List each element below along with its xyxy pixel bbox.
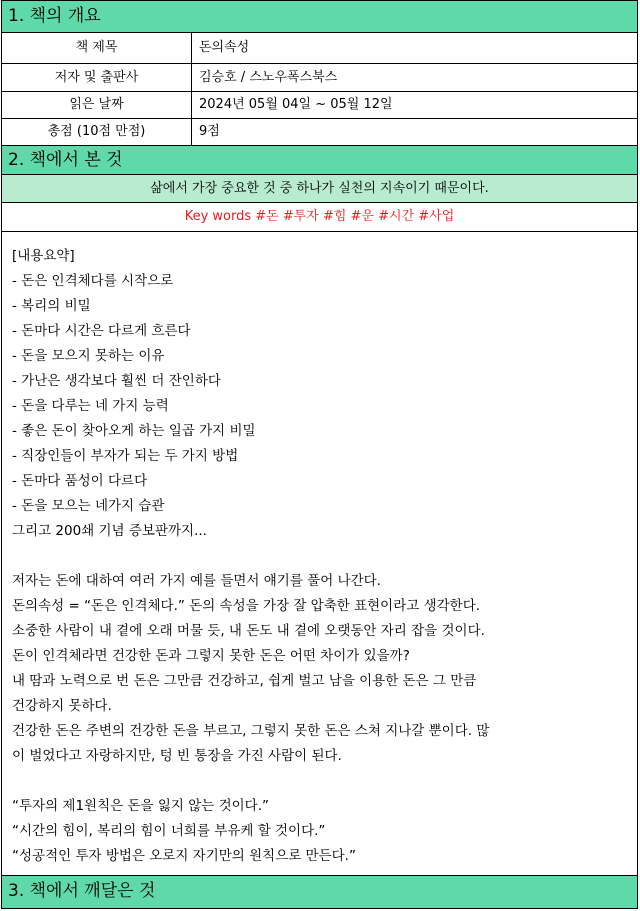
content-line: “투자의 제1원칙은 돈을 잃지 않는 것이다.” [12,798,269,814]
content-line: - 좋은 돈이 찾아오게 하는 일곱 가지 비밀 [12,423,256,439]
info-row-title [2,33,637,64]
content-line: 돈이 인격체라면 건강한 돈과 그렇지 못한 돈은 어떤 차이가 있을까? [12,648,410,664]
section-1-header: 1. 책의 개요 [2,1,637,33]
info-label: 저자 및 출판사 [2,64,192,91]
highlight-quote: 삶에서 가장 중요한 것 중 하나가 실천의 지속이기 때문이다. [2,175,637,203]
section-2-header: 2. 책에서 본 것 [2,146,637,175]
content-line: - 돈을 다루는 네 가지 능력 [12,398,169,414]
content-line: - 돈마다 품성이 다르다 [12,473,148,489]
content-line: - 돈은 인격체다를 시작으로 [12,273,174,289]
content-line: 저자는 돈에 대하여 여러 가지 예를 들면서 얘기를 풀어 나간다. [12,573,381,589]
book-report-page [1,0,638,909]
content-line: 건강한 돈은 주변의 건강한 돈을 부르고, 그렇지 못한 돈은 스쳐 지나갈 뿐이다. 많 [12,723,490,739]
content-line: “성공적인 투자 방법은 오로지 자기만의 원칙으로 만든다.” [12,848,356,864]
info-label: 책 제목 [2,33,192,63]
info-row-author [2,64,637,92]
content-line: - 돈마다 시간은 다르게 흐른다 [12,323,191,339]
content-line: 건강하지 못하다. [12,698,112,714]
content-line: [내용요약] [12,248,75,264]
content-line: 소중한 사람이 내 곁에 오래 머물 듯, 내 돈도 내 곁에 오랫동안 자리 잡을 것이다. [12,623,485,639]
info-value: 2024년 05월 04일 ~ 05월 12일 [199,97,393,112]
content-line: “시간의 힘이, 복리의 힘이 너희를 부유케 할 것이다.” [12,823,326,839]
content-line: 돈의속성 = “돈은 인격체다.” 돈의 속성을 가장 잘 압축한 표현이라고 생각한다. [12,598,481,614]
content-line: - 돈을 모으지 못하는 이유 [12,348,165,364]
content-line: - 돈을 모으는 네가지 습관 [12,498,165,514]
keywords-line: Key words #돈 #투자 #힘 #운 #시간 #사업 [2,203,637,232]
content-line: - 가난은 생각보다 훨씬 더 잔인하다 [12,373,221,389]
info-value: 돈의속성 [199,40,250,55]
info-row-date [2,92,637,119]
content-line: 이 벌었다고 자랑하지만, 텅 빈 통장을 가진 사람이 된다. [12,748,342,764]
content-line: - 직장인들이 부자가 되는 두 가지 방법 [12,448,239,464]
content-line: - 복리의 비밀 [12,298,91,314]
info-label: 읽은 날짜 [2,92,192,118]
info-row-score [2,119,637,146]
info-value: 9점 [199,124,220,139]
content-summary [2,232,637,876]
content-line: 내 땀과 노력으로 번 돈은 그만큼 건강하고, 쉽게 벌고 남을 이용한 돈은 그 만큼 [12,673,477,689]
section-3-header: 3. 책에서 깨달은 것 [2,876,637,908]
info-label: 총점 (10점 만점) [2,119,192,145]
info-value: 김승호 / 스노우폭스북스 [199,70,338,85]
content-line: 그리고 200쇄 기념 증보판까지... [12,523,207,539]
